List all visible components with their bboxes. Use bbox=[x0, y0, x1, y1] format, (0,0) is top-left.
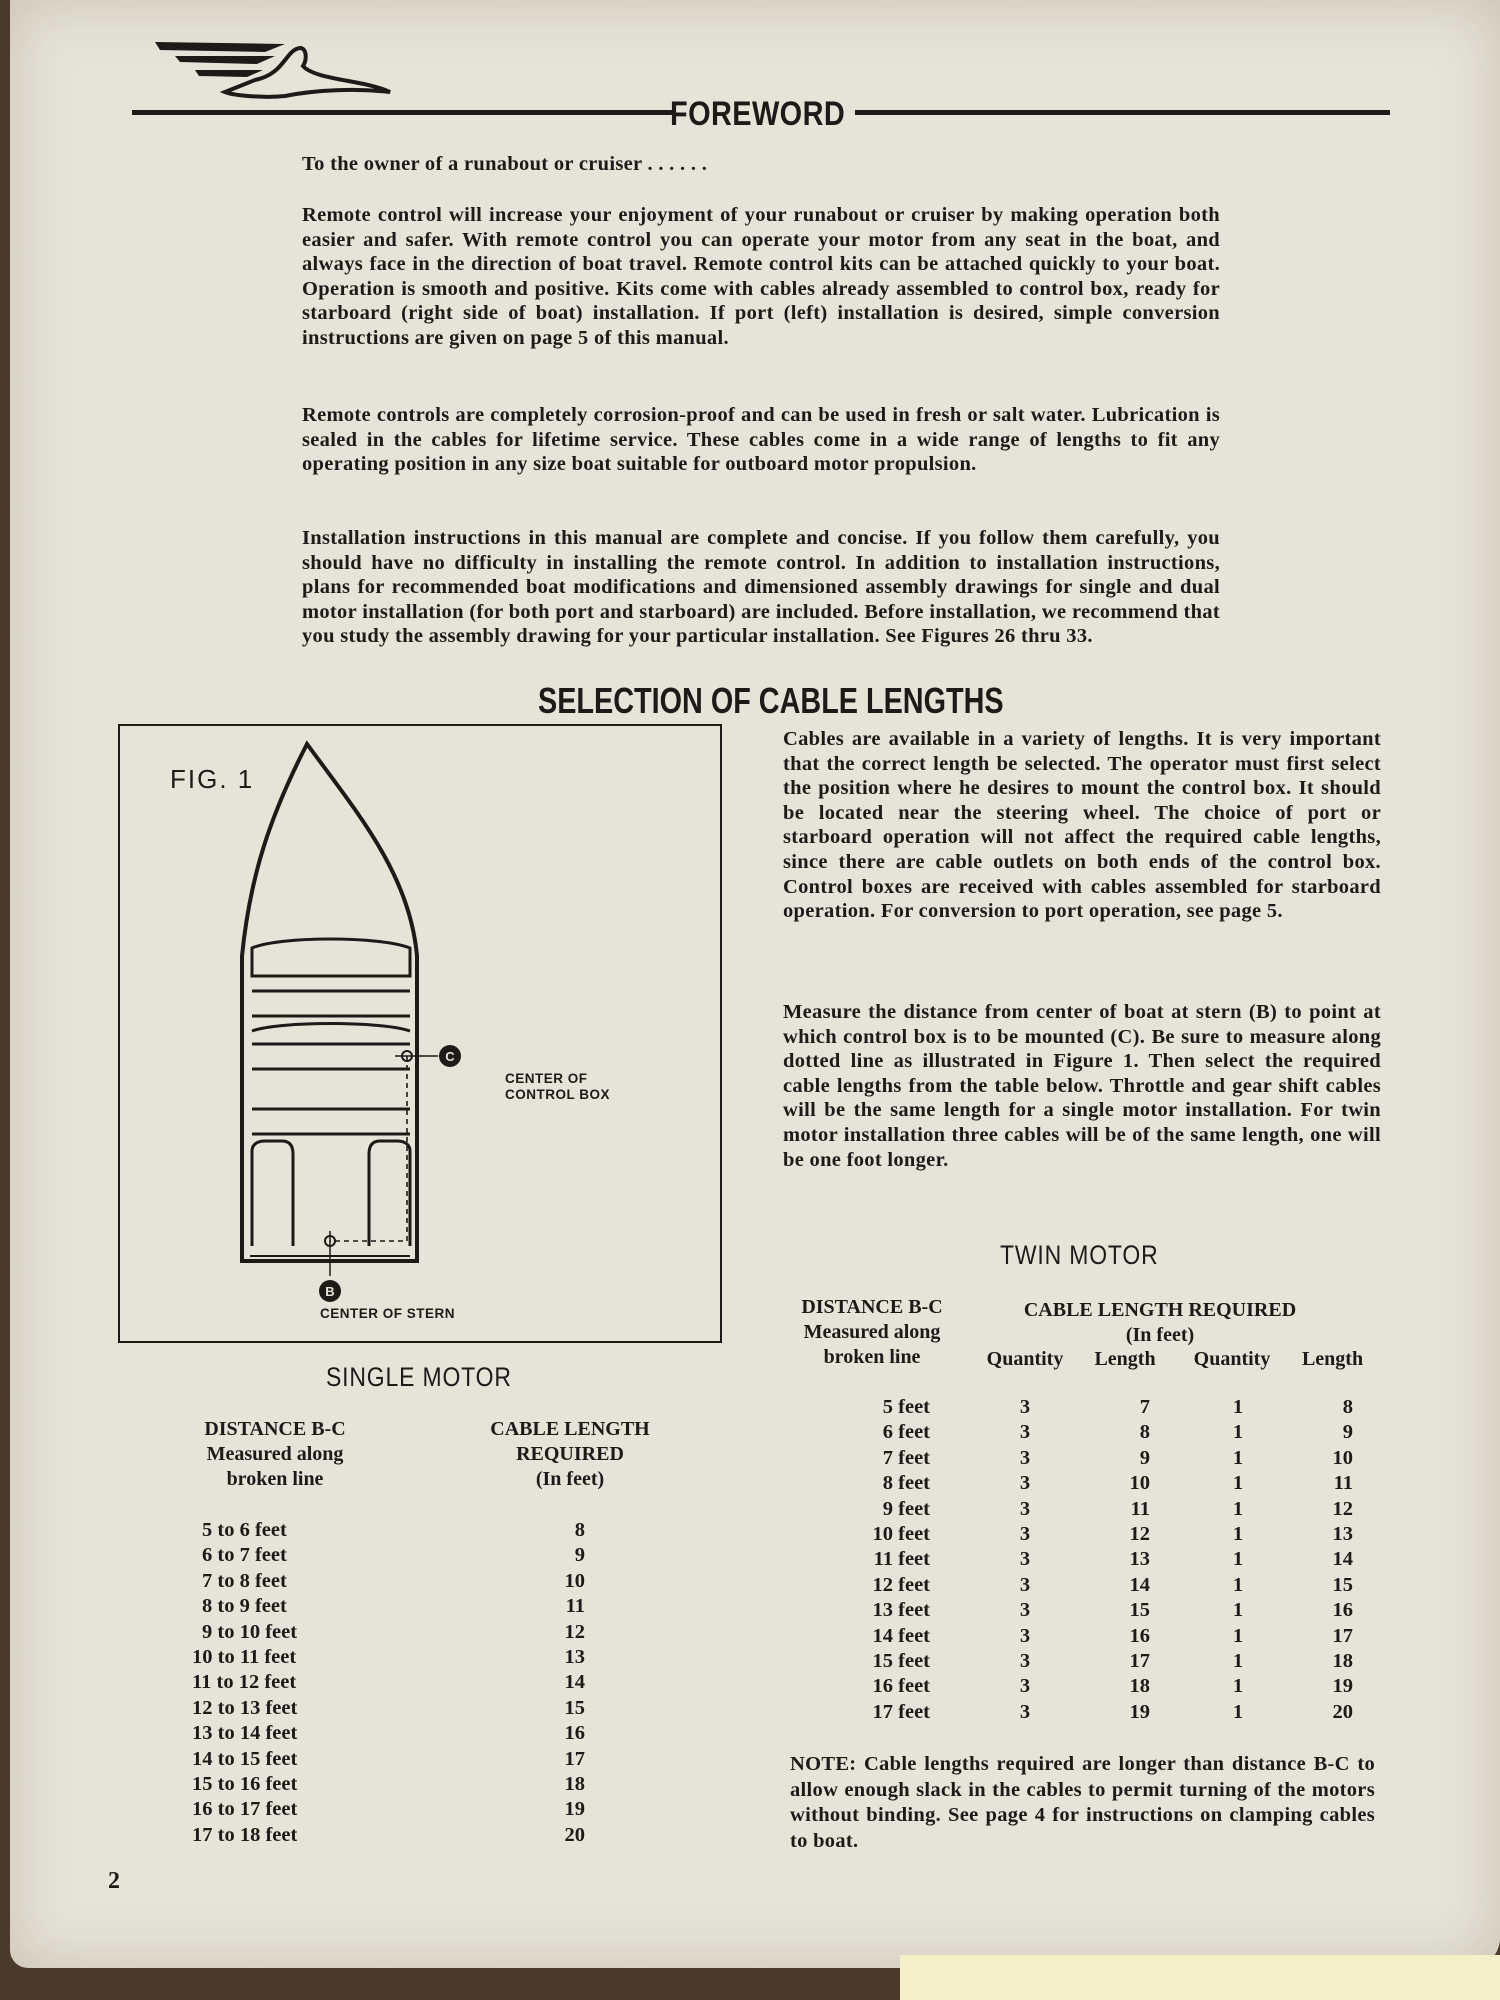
table-row: 13 to 14 feet bbox=[192, 1722, 298, 1745]
selection-title: SELECTION OF CABLE LENGTHS bbox=[538, 680, 1004, 721]
table-row: 14 feet bbox=[872, 1624, 930, 1647]
table-cell: 17 bbox=[1332, 1624, 1353, 1647]
table-cell: 1 bbox=[1232, 1624, 1244, 1647]
table-cell: 3 bbox=[1019, 1522, 1031, 1545]
single-distance-column bbox=[180, 1518, 380, 1848]
table-row: 10 to 11 feet bbox=[192, 1645, 297, 1668]
table-cell: 3 bbox=[1019, 1446, 1031, 1469]
twin-header-length-1: Length bbox=[1094, 1348, 1156, 1370]
table-cell: 3 bbox=[1019, 1421, 1031, 1444]
table-cell: 20 bbox=[1332, 1700, 1353, 1723]
table-cell: 17 bbox=[564, 1747, 585, 1770]
table-row: 17 feet bbox=[872, 1700, 930, 1723]
table-cell: 9 bbox=[574, 1544, 585, 1567]
table-row: 6 to 7 feet bbox=[202, 1544, 287, 1567]
table-cell: 3 bbox=[1019, 1624, 1031, 1647]
stern-label: CENTER OF STERN bbox=[320, 1306, 456, 1321]
table-row: 9 to 10 feet bbox=[202, 1620, 298, 1643]
table-row: 6 feet bbox=[882, 1421, 930, 1444]
table-cell: 3 bbox=[1019, 1497, 1031, 1520]
table-row: 17 to 18 feet bbox=[192, 1823, 298, 1846]
table-cell: 1 bbox=[1232, 1472, 1244, 1495]
table-cell: 18 bbox=[1129, 1675, 1150, 1698]
table-cell: 3 bbox=[1019, 1599, 1031, 1622]
table-cell: 11 bbox=[1130, 1497, 1150, 1520]
table-cell: 16 bbox=[564, 1722, 585, 1745]
foreword-salutation: To the owner of a runabout or cruiser . . . . . . bbox=[302, 153, 708, 175]
single-length-column bbox=[540, 1518, 585, 1848]
table-row: 15 feet bbox=[872, 1649, 930, 1672]
single-motor-title: SINGLE MOTOR bbox=[326, 1362, 512, 1392]
table-row: 9 feet bbox=[882, 1497, 930, 1520]
background-paper-strip bbox=[900, 1955, 1500, 2000]
single-header-distance: DISTANCE B-C Measured along broken line bbox=[204, 1418, 346, 1490]
table-cell: 1 bbox=[1232, 1548, 1244, 1571]
table-row: 7 feet bbox=[882, 1446, 930, 1469]
single-header-length: CABLE LENGTH REQUIRED (In feet) bbox=[490, 1418, 650, 1490]
table-cell: 8 bbox=[574, 1519, 585, 1541]
page-number: 2 bbox=[108, 1868, 120, 1894]
table-cell: 13 bbox=[564, 1645, 585, 1668]
table-cell: 1 bbox=[1232, 1700, 1244, 1723]
table-cell: 12 bbox=[1332, 1497, 1353, 1520]
table-cell: 17 bbox=[1129, 1649, 1150, 1672]
table-cell: 10 bbox=[1129, 1472, 1150, 1495]
table-cell: 3 bbox=[1019, 1573, 1031, 1596]
table-cell: 1 bbox=[1232, 1573, 1244, 1596]
twin-length-1-column bbox=[1110, 1395, 1150, 1725]
twin-header-length-2: Length bbox=[1301, 1348, 1364, 1370]
table-row: 12 feet bbox=[872, 1573, 930, 1596]
table-cell: 13 bbox=[1129, 1548, 1150, 1571]
table-cell: 15 bbox=[1129, 1599, 1150, 1622]
table-cell: 18 bbox=[564, 1772, 585, 1795]
table-row: 8 feet bbox=[882, 1472, 930, 1495]
winged-logo-icon bbox=[135, 30, 395, 110]
table-cell: 9 bbox=[1139, 1446, 1150, 1469]
table-row: 11 to 12 feet bbox=[192, 1671, 297, 1694]
selection-paragraph-2: Measure the distance from center of boat at stern (B) to point at which control box is to be mounted (C). Be sure to measure along dotted line as illustrated in Figure 1. Then select the required cable lengths from the table below. Throttle and gear shift cables will be the same length for a single motor installation. For twin motor installation three cables will be of the same length, one will be one foot longer. bbox=[783, 1001, 1381, 1171]
table-cell: 8 bbox=[1342, 1396, 1353, 1418]
twin-length-2-column bbox=[1308, 1395, 1353, 1725]
table-row: 10 feet bbox=[872, 1522, 930, 1545]
twin-header-quantity-1: Quantity bbox=[986, 1348, 1064, 1370]
table-cell: 16 bbox=[1129, 1624, 1150, 1647]
title-rule-right bbox=[855, 110, 1390, 115]
table-cell: 11 bbox=[565, 1595, 585, 1618]
control-box-label: CENTER OF CONTROL BOX bbox=[505, 1071, 611, 1102]
table-cell: 3 bbox=[1019, 1548, 1031, 1571]
twin-motor-title: TWIN MOTOR bbox=[1000, 1240, 1159, 1270]
figure-1 bbox=[118, 724, 722, 1343]
twin-quantity-1-column bbox=[1005, 1395, 1045, 1725]
table-row: 12 to 13 feet bbox=[192, 1696, 298, 1719]
table-row: 16 feet bbox=[872, 1675, 930, 1698]
table-cell: 10 bbox=[1332, 1446, 1353, 1469]
table-row: 14 to 15 feet bbox=[192, 1747, 298, 1770]
table-cell: 3 bbox=[1019, 1396, 1031, 1418]
table-cell: 12 bbox=[564, 1620, 585, 1643]
table-cell: 3 bbox=[1019, 1472, 1031, 1495]
table-row: 7 to 8 feet bbox=[202, 1569, 287, 1592]
table-row: 8 to 9 feet bbox=[202, 1595, 287, 1618]
table-row: 11 feet bbox=[873, 1548, 930, 1571]
table-cell: 3 bbox=[1019, 1700, 1031, 1723]
table-row: 5 to 6 feet bbox=[202, 1519, 287, 1541]
table-cell: 16 bbox=[1332, 1599, 1353, 1622]
note-paragraph: NOTE: Cable lengths required are longer than distance B-C to allow enough slack in the cables to permit turning of the motors without binding. See page 4 for instructions on clamping cables to boat. bbox=[790, 1753, 1375, 1852]
twin-header-cable: CABLE LENGTH REQUIRED (In feet) bbox=[1023, 1299, 1297, 1346]
table-cell: 9 bbox=[1342, 1421, 1353, 1444]
point-c-label: C bbox=[445, 1049, 455, 1064]
foreword-paragraph-1: Remote control will increase your enjoyment of your runabout or cruiser by making operation both easier and safer. With remote control you can operate your motor from any seat in the boat, and always face in the direction of boat travel. Remote control kits can be attached quickly to your boat. Operation is smooth and positive. Kits come with cables already assembled to control box, ready for starboard (right side of boat) installation. If port (left) installation is desired, simple conversion instructions are given on page 5 of this manual. bbox=[302, 204, 1220, 349]
table-cell: 19 bbox=[1129, 1700, 1150, 1723]
table-cell: 1 bbox=[1232, 1522, 1244, 1545]
twin-quantity-2-column bbox=[1218, 1395, 1258, 1725]
foreword-title: FOREWORD bbox=[670, 95, 846, 133]
table-cell: 3 bbox=[1019, 1649, 1031, 1672]
foreword-paragraph-2: Remote controls are completely corrosion-proof and can be used in fresh or salt water. Lubrication is sealed in the cables for lifetime service. These cables come in a wide range of lengths to fit any operating position in any size boat suitable for outboard motor propulsion. bbox=[302, 404, 1220, 475]
boat-diagram-icon bbox=[120, 726, 720, 1341]
manual-page bbox=[10, 0, 1500, 1968]
table-cell: 8 bbox=[1139, 1421, 1150, 1444]
point-b-label: B bbox=[325, 1284, 335, 1299]
table-cell: 1 bbox=[1232, 1396, 1244, 1418]
table-cell: 10 bbox=[564, 1569, 585, 1592]
table-cell: 15 bbox=[564, 1696, 585, 1719]
twin-header-distance: DISTANCE B-C Measured along broken line bbox=[801, 1296, 943, 1368]
table-cell: 11 bbox=[1333, 1472, 1353, 1495]
table-cell: 19 bbox=[1332, 1675, 1353, 1698]
table-cell: 3 bbox=[1019, 1675, 1031, 1698]
table-cell: 18 bbox=[1332, 1649, 1353, 1672]
table-cell: 1 bbox=[1232, 1446, 1244, 1469]
foreword-paragraph-3: Installation instructions in this manual are complete and concise. If you follow them carefully, you should have no difficulty in installing the remote control. In addition to installation instructions, plans for recommended boat modifications and dimensioned assembly drawings for single and dual motor installation (for both port and starboard) are included. Before installation, we recommend that you study the assembly drawing for your particular installation. See Figures 26 thru 33. bbox=[302, 527, 1220, 647]
table-cell: 12 bbox=[1129, 1522, 1150, 1545]
table-row: 16 to 17 feet bbox=[192, 1798, 298, 1821]
table-cell: 13 bbox=[1332, 1522, 1353, 1545]
table-cell: 14 bbox=[1332, 1548, 1353, 1571]
table-cell: 19 bbox=[564, 1798, 585, 1821]
selection-paragraph-1: Cables are available in a variety of lengths. It is very important that the correct length be selected. The operator must first select the position where he desires to mount the control box. It should be located near the steering wheel. The choice of port or starboard operation will not affect the required cable lengths, since there are cable outlets on both ends of the control box. Control boxes are received with cables assembled for starboard operation. For conversion to port operation, see page 5. bbox=[783, 728, 1381, 923]
twin-distance-column bbox=[810, 1395, 930, 1725]
figure-label: FIG. 1 bbox=[170, 764, 255, 794]
twin-header-quantity-2: Quantity bbox=[1193, 1348, 1271, 1370]
table-cell: 14 bbox=[1129, 1573, 1150, 1596]
table-cell: 1 bbox=[1232, 1497, 1244, 1520]
table-row: 15 to 16 feet bbox=[192, 1772, 298, 1795]
table-cell: 1 bbox=[1232, 1675, 1244, 1698]
table-row: 5 feet bbox=[882, 1396, 930, 1418]
table-cell: 20 bbox=[564, 1823, 585, 1846]
table-cell: 1 bbox=[1232, 1649, 1244, 1672]
table-cell: 1 bbox=[1232, 1599, 1244, 1622]
table-row: 13 feet bbox=[872, 1599, 930, 1622]
table-cell: 1 bbox=[1232, 1421, 1244, 1444]
table-cell: 15 bbox=[1332, 1573, 1353, 1596]
table-cell: 14 bbox=[564, 1671, 585, 1694]
title-rule-left bbox=[132, 110, 672, 115]
table-cell: 7 bbox=[1139, 1396, 1150, 1418]
